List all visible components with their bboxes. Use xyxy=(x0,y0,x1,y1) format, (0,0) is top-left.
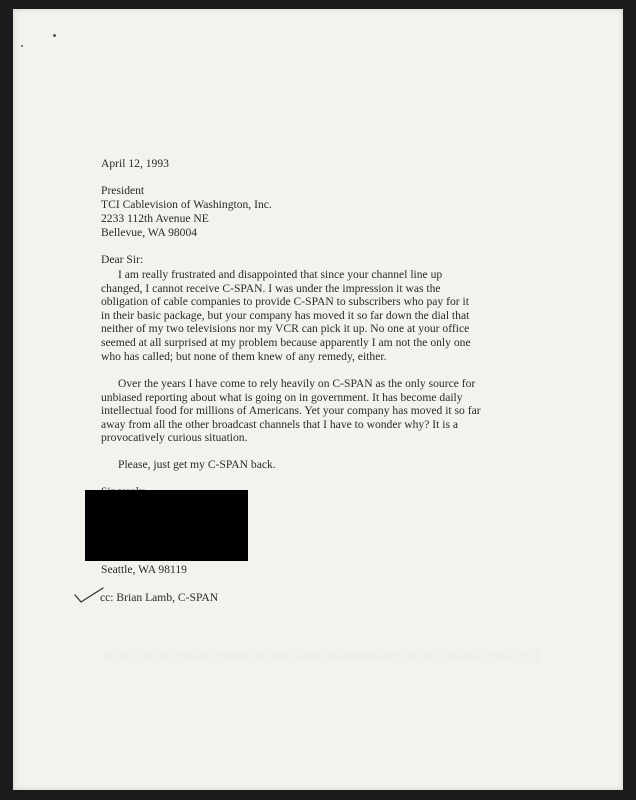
recipient-street: 2233 112th Avenue NE xyxy=(101,212,209,225)
bleed-through-shadow: ▒▒▒▒▒▒▒▒▒▒▒▒▒▒▒▒▒▒▒▒▒▒▒▒▒▒▒▒▒▒▒▒▒▒▒▒▒▒▒▒▒▒▒▒▒▒▒▒▒▒▒▒▒▒▒▒ xyxy=(103,650,540,662)
letter-date: April 12, 1993 xyxy=(101,157,169,170)
paragraph-line: provocatively curious situation. xyxy=(101,431,248,445)
paragraph-line: changed, I cannot receive C-SPAN. I was under the impression it was the xyxy=(101,281,441,295)
sender-city: Seattle, WA 98119 xyxy=(101,563,187,576)
speck-mark xyxy=(21,45,23,47)
paragraph-line: unbiased reporting about what is going on in government. It has become daily xyxy=(101,390,463,404)
salutation: Dear Sir: xyxy=(101,253,144,266)
recipient-company: TCI Cablevision of Washington, Inc. xyxy=(101,198,272,211)
letter-page xyxy=(13,9,623,790)
paragraph-2 xyxy=(101,377,571,445)
redaction-block xyxy=(85,490,248,561)
paragraph-line: I am really frustrated and disappointed that since your channel line up xyxy=(118,268,443,281)
paragraph-line: Over the years I have come to rely heavily on C-SPAN as the only source for xyxy=(118,377,476,390)
paragraph-line: intellectual food for millions of Americans. Yet your company has moved it so far xyxy=(101,404,481,418)
paragraph-line: away from all the other broadcast channels that I have to wonder why? It is a xyxy=(101,417,459,431)
paragraph-line: obligation of cable companies to provide C-SPAN to subscribers who pay for it xyxy=(101,295,469,309)
cc-line: cc: Brian Lamb, C-SPAN xyxy=(100,591,219,604)
paragraph-line: seemed at all surprised at my problem because apparently I am not the only one xyxy=(101,335,471,349)
recipient-title: President xyxy=(101,184,145,197)
speck-mark xyxy=(53,34,56,37)
recipient-city: Bellevue, WA 98004 xyxy=(101,226,198,239)
paragraph-line: in their basic package, but your company has moved it so far down the dial that xyxy=(101,308,470,322)
paragraph-line: who has called; but none of them knew of any remedy, either. xyxy=(101,349,387,363)
paragraph-line: neither of my two televisions nor my VCR can pick it up. No one at your office xyxy=(101,322,470,336)
paragraph-1 xyxy=(101,268,571,363)
paragraph-3: Please, just get my C-SPAN back. xyxy=(118,458,276,471)
